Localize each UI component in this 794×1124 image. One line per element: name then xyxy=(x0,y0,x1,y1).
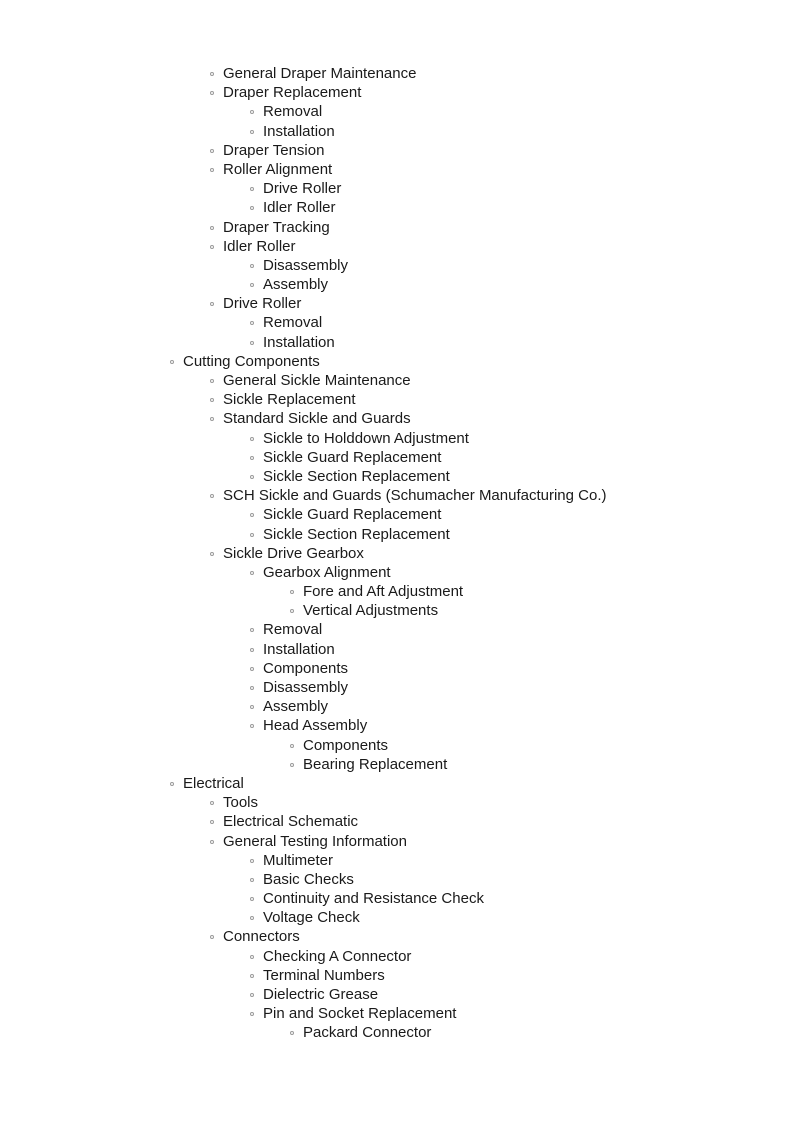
toc-item-level-2[interactable] xyxy=(0,793,794,812)
toc-item-level-2[interactable] xyxy=(0,812,794,831)
toc-item-level-3[interactable] xyxy=(0,429,794,448)
toc-item-label: Disassembly xyxy=(263,679,349,696)
toc-item-level-4[interactable] xyxy=(0,736,794,755)
bullet-icon xyxy=(210,840,214,844)
toc-item-label: Draper Tracking xyxy=(223,218,330,236)
bullet-icon xyxy=(250,897,254,901)
toc-item-label: Installation xyxy=(263,333,335,351)
bullet-icon xyxy=(290,609,294,613)
bullet-icon xyxy=(210,801,214,805)
toc-item-level-2[interactable] xyxy=(0,486,794,505)
toc-item-level-3[interactable] xyxy=(0,851,794,870)
bullet-icon xyxy=(250,475,254,479)
toc-item-level-2[interactable] xyxy=(0,927,794,946)
bullet-icon xyxy=(210,935,214,939)
bullet-icon xyxy=(250,628,254,632)
toc-item-label: Sickle Section Replacement xyxy=(263,525,450,543)
toc-item-level-2[interactable] xyxy=(0,83,794,102)
toc-item-label: Packard Connector xyxy=(303,1024,432,1042)
bullet-icon xyxy=(250,1012,254,1016)
bullet-icon xyxy=(250,993,254,997)
toc-item-label: Idler Roller xyxy=(223,237,296,255)
bullet-icon xyxy=(210,820,214,824)
bullet-icon xyxy=(210,552,214,556)
toc-item-label: Bearing Replacement xyxy=(303,755,448,773)
bullet-icon xyxy=(250,110,254,114)
toc-item-label: Cutting Components xyxy=(183,352,320,370)
bullet-icon xyxy=(250,513,254,517)
toc-item-level-2[interactable] xyxy=(0,371,794,390)
toc-item-level-4[interactable] xyxy=(0,601,794,620)
toc-item-level-3[interactable] xyxy=(0,505,794,524)
toc-item-level-4[interactable] xyxy=(0,582,794,601)
bullet-icon xyxy=(250,916,254,920)
toc-item-level-2[interactable] xyxy=(0,237,794,256)
toc-item-level-3[interactable] xyxy=(0,640,794,659)
bullet-icon xyxy=(250,955,254,959)
bullet-icon xyxy=(250,686,254,690)
bullet-icon xyxy=(250,878,254,882)
toc-item-level-3[interactable] xyxy=(0,908,794,927)
toc-item-label: Terminal Numbers xyxy=(263,966,385,984)
bullet-icon xyxy=(250,456,254,460)
toc-item-label: Removal xyxy=(263,314,323,332)
toc-item-label: Sickle to Holddown Adjustment xyxy=(263,429,469,447)
bullet-icon xyxy=(250,206,254,210)
bullet-icon xyxy=(290,1031,294,1035)
toc-item-label: Installation xyxy=(263,122,335,140)
toc-item-label: Electrical xyxy=(183,774,244,792)
bullet-icon xyxy=(210,398,214,402)
toc-item-label: Sickle Section Replacement xyxy=(263,467,450,485)
toc-item-level-1[interactable] xyxy=(0,774,794,793)
bullet-icon xyxy=(210,168,214,172)
toc-item-level-3[interactable] xyxy=(0,467,794,486)
toc-item-level-3[interactable] xyxy=(0,870,794,889)
toc-item-label: Connectors xyxy=(223,928,300,946)
bullet-icon xyxy=(210,149,214,153)
toc-item-level-3[interactable] xyxy=(0,525,794,544)
bullet-icon xyxy=(290,590,294,594)
toc-item-label: Draper Replacement xyxy=(223,84,362,102)
toc-item-label: Pin and Socket Replacement xyxy=(263,1005,457,1023)
toc-item-level-2[interactable] xyxy=(0,218,794,237)
toc-item-level-2[interactable] xyxy=(0,832,794,851)
bullet-icon xyxy=(250,705,254,709)
toc-item-level-3[interactable] xyxy=(0,256,794,275)
toc-item-level-2[interactable] xyxy=(0,160,794,179)
bullet-icon xyxy=(250,724,254,728)
toc-item-level-3[interactable] xyxy=(0,659,794,678)
toc-item-level-4[interactable] xyxy=(0,1023,794,1042)
bullet-icon xyxy=(250,974,254,978)
toc-item-level-3[interactable] xyxy=(0,678,794,697)
toc-item-label: Head Assembly xyxy=(263,717,368,735)
bullet-icon xyxy=(250,341,254,345)
bullet-icon xyxy=(250,264,254,268)
toc-item-level-2[interactable] xyxy=(0,141,794,160)
toc-item-label: Voltage Check xyxy=(263,909,360,927)
toc-item-label: Standard Sickle and Guards xyxy=(223,410,411,428)
bullet-icon xyxy=(250,437,254,441)
bullet-icon xyxy=(250,648,254,652)
toc-item-label: Roller Alignment xyxy=(223,160,333,178)
table-of-contents xyxy=(0,64,794,1043)
toc-item-level-2[interactable] xyxy=(0,64,794,83)
toc-item-label: Disassembly xyxy=(263,256,349,274)
toc-item-label: Sickle Replacement xyxy=(223,391,356,409)
toc-item-label: Electrical Schematic xyxy=(223,813,359,831)
toc-item-label: Idler Roller xyxy=(263,199,336,217)
toc-item-label: Removal xyxy=(263,103,323,121)
toc-item-label: General Testing Information xyxy=(223,832,407,850)
toc-item-level-3[interactable] xyxy=(0,889,794,908)
toc-item-label: Assembly xyxy=(263,698,329,716)
bullet-icon xyxy=(210,379,214,383)
toc-item-label: Sickle Guard Replacement xyxy=(263,448,442,466)
bullet-icon xyxy=(250,533,254,537)
bullet-icon xyxy=(210,302,214,306)
bullet-icon xyxy=(290,744,294,748)
bullet-icon xyxy=(290,763,294,767)
bullet-icon xyxy=(210,245,214,249)
toc-item-level-2[interactable] xyxy=(0,390,794,409)
bullet-icon xyxy=(250,571,254,575)
toc-item-level-3[interactable] xyxy=(0,122,794,141)
bullet-icon xyxy=(170,782,174,786)
toc-item-level-3[interactable] xyxy=(0,563,794,582)
toc-item-level-2[interactable] xyxy=(0,409,794,428)
toc-item-label: Multimeter xyxy=(263,851,334,869)
bullet-icon xyxy=(250,187,254,191)
toc-item-level-2[interactable] xyxy=(0,544,794,563)
toc-item-level-3[interactable] xyxy=(0,947,794,966)
toc-item-label: Dielectric Grease xyxy=(263,986,379,1003)
toc-item-level-3[interactable] xyxy=(0,985,794,1004)
toc-item-label: Components xyxy=(263,659,349,677)
toc-item-label: SCH Sickle and Guards (Schumacher Manufacturing Co.) xyxy=(223,487,607,505)
toc-item-label: Installation xyxy=(263,640,335,658)
toc-item-level-2[interactable] xyxy=(0,294,794,313)
toc-item-level-3[interactable] xyxy=(0,716,794,735)
toc-item-label: Basic Checks xyxy=(263,870,354,888)
toc-item-level-3[interactable] xyxy=(0,198,794,217)
toc-item-label: Drive Roller xyxy=(223,295,302,313)
bullet-icon xyxy=(250,667,254,671)
toc-item-level-3[interactable] xyxy=(0,275,794,294)
toc-item-label: Sickle Drive Gearbox xyxy=(223,544,364,562)
toc-item-label: Continuity and Resistance Check xyxy=(263,890,484,908)
toc-item-label: Assembly xyxy=(263,276,329,294)
bullet-icon xyxy=(210,226,214,230)
bullet-icon xyxy=(250,283,254,287)
toc-item-label: Tools xyxy=(223,794,259,812)
toc-item-level-3[interactable] xyxy=(0,448,794,467)
toc-item-label: Draper Tension xyxy=(223,141,325,159)
toc-item-label: Components xyxy=(303,736,389,754)
toc-item-label: Checking A Connector xyxy=(263,947,412,965)
bullet-icon xyxy=(250,859,254,863)
toc-item-label: Fore and Aft Adjustment xyxy=(303,583,464,601)
toc-item-level-1[interactable] xyxy=(0,352,794,371)
bullet-icon xyxy=(210,91,214,95)
toc-item-label: Removal xyxy=(263,621,323,639)
toc-item-label: Gearbox Alignment xyxy=(263,563,391,581)
toc-item-level-3[interactable] xyxy=(0,1004,794,1023)
toc-item-level-3[interactable] xyxy=(0,179,794,198)
toc-item-label: Drive Roller xyxy=(263,180,342,198)
toc-item-level-3[interactable] xyxy=(0,102,794,121)
toc-item-level-3[interactable] xyxy=(0,697,794,716)
toc-item-level-3[interactable] xyxy=(0,620,794,639)
toc-item-level-4[interactable] xyxy=(0,755,794,774)
toc-item-label: Vertical Adjustments xyxy=(303,602,439,620)
bullet-icon xyxy=(210,417,214,421)
toc-item-label: Sickle Guard Replacement xyxy=(263,506,442,524)
bullet-icon xyxy=(210,72,214,76)
bullet-icon xyxy=(210,494,214,498)
bullet-icon xyxy=(170,360,174,364)
toc-item-label: General Sickle Maintenance xyxy=(223,372,411,389)
toc-item-level-3[interactable] xyxy=(0,966,794,985)
toc-item-level-3[interactable] xyxy=(0,333,794,352)
bullet-icon xyxy=(250,321,254,325)
bullet-icon xyxy=(250,130,254,134)
toc-item-level-3[interactable] xyxy=(0,313,794,332)
toc-item-label: General Draper Maintenance xyxy=(223,65,417,82)
